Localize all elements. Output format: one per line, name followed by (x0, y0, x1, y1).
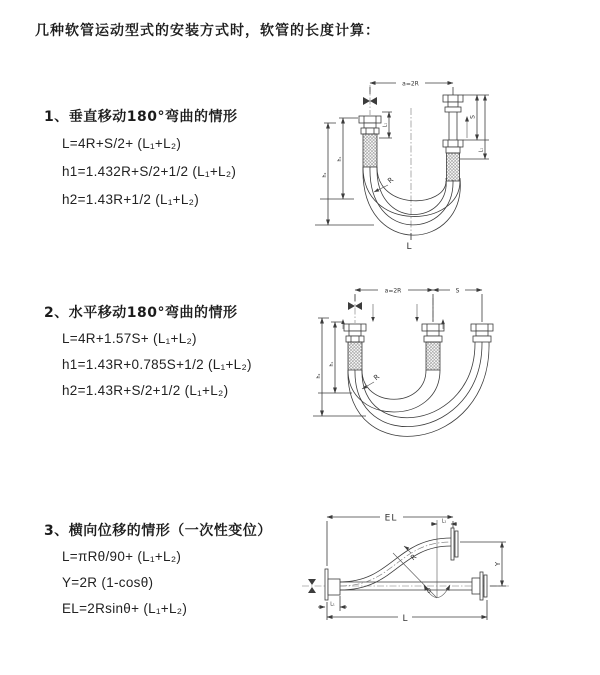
diagram-horizontal-180-bend (308, 278, 588, 458)
dim-label-el: EL (384, 513, 398, 524)
dimension-s (433, 288, 482, 295)
dimension-h1 (318, 322, 352, 393)
dim-label-l: L (406, 242, 412, 252)
dim-label-l1-left: L₁ (383, 122, 389, 128)
dim-label-theta: θ (427, 588, 431, 595)
page-title: 几种软管运动型式的安装方式时，软管的长度计算： (35, 23, 380, 39)
section-2-formula-h1: h1=1.43R+0.785S+1/2 (L₁+L₂) (62, 357, 252, 372)
right-flange-displaced (451, 528, 458, 560)
dim-label-s: S (455, 287, 460, 295)
pipe-3-fitting (471, 324, 493, 342)
left-fitting (359, 116, 381, 167)
braided-hose-section (363, 134, 377, 167)
braided-hose-section (348, 342, 362, 370)
section-2-heading: 2、水平移动180°弯曲的情形 (44, 305, 238, 321)
section-1-formula-h2: h2=1.43R+1/2 (L₁+L₂) (62, 192, 200, 207)
dim-label-h1: h₁ (330, 361, 335, 367)
dim-label-l1-right: L₁ (479, 147, 485, 153)
hose-u-bend (363, 167, 460, 235)
dimension-s-right (460, 95, 489, 159)
section-3-formula-y: Y=2R (1-cosθ) (62, 575, 154, 590)
dim-label-h1: h₁ (338, 156, 343, 162)
diagram-vertical-180-bend (308, 68, 578, 258)
dim-label-l1-top: L₁ (441, 519, 447, 525)
section-1-heading: 1、垂直移动180°弯曲的情形 (44, 109, 238, 125)
dim-label-l: L (402, 614, 408, 624)
pipe-1-fitting (344, 324, 366, 370)
section-1-formula-h1: h1=1.432R+S/2+1/2 (L₁+L₂) (62, 164, 237, 179)
dimension-l-bottom (406, 233, 411, 252)
section-2-formula-h2: h2=1.43R+S/2+1/2 (L₁+L₂) (62, 383, 229, 398)
section-3-formula-l: L=πRθ/90+ (L₁+L₂) (62, 549, 182, 564)
dim-label-r: R (386, 175, 396, 186)
hose-u-bend (348, 342, 489, 436)
centerlines (355, 295, 433, 323)
dimension-l1-bottom (318, 596, 347, 611)
diagram-lateral-displacement (298, 498, 588, 638)
section-3-heading: 3、横向位移的情形（一次性变位） (44, 523, 272, 539)
section-3-formula-el: EL=2Rsinθ+ (L₁+L₂) (62, 601, 188, 616)
dim-label-l1-bottom: L₁ (330, 602, 335, 608)
radius-callout (362, 373, 381, 389)
dim-label-a2r: a=2R (402, 80, 419, 88)
dimension-a2r (370, 81, 453, 98)
right-flange-original (472, 572, 487, 600)
braided-hose-section (426, 342, 440, 370)
left-flange (325, 569, 340, 600)
braided-hose-section (447, 153, 460, 181)
pipe-2-fitting (422, 324, 444, 370)
dim-label-y: Y (494, 561, 502, 567)
dim-label-h2: h₂ (323, 172, 328, 178)
section-2-formula-l: L=4R+1.57S+ (L₁+L₂) (62, 331, 197, 346)
dim-label-s: S (469, 115, 477, 119)
dimension-a2r (355, 288, 433, 295)
dimension-h1 (320, 118, 358, 199)
dim-label-a2r: a=2R (384, 287, 402, 295)
dim-label-h2: h₂ (317, 373, 322, 379)
dim-label-r: R (409, 552, 419, 563)
dimension-l-bottom (327, 600, 487, 624)
dim-label-r: R (372, 372, 382, 383)
section-1-formula-l: L=4R+S/2+ (L₁+L₂) (62, 136, 182, 151)
right-pipe-assembly (443, 95, 463, 181)
